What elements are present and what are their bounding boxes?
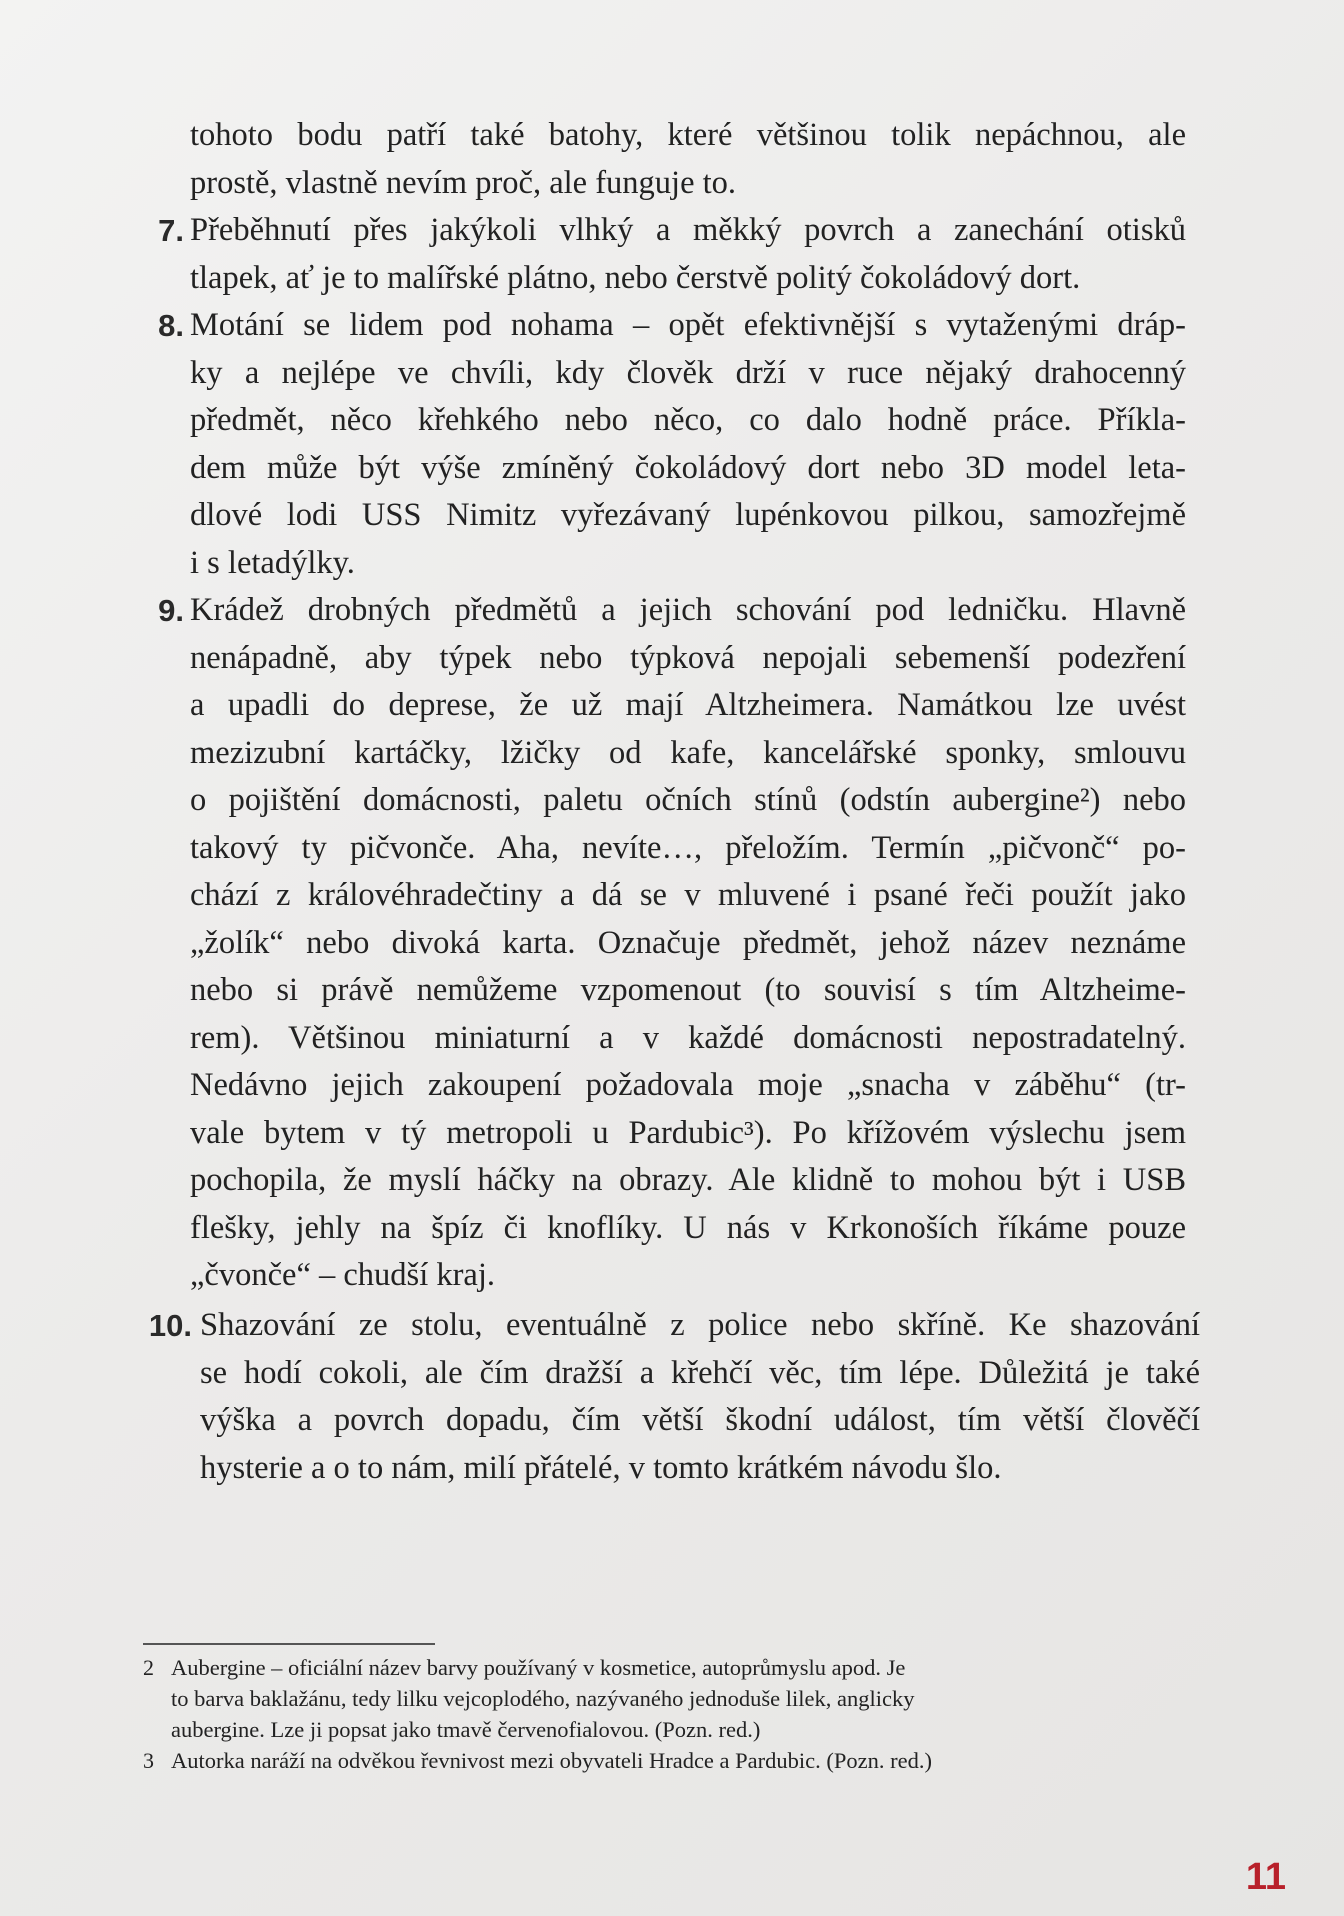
- list-number: 8.: [158, 308, 184, 343]
- footnotes: [143, 1652, 1183, 1776]
- text-line: rem). Většinou miniaturní a v každé domácnosti nepostradatelný.: [190, 1019, 1186, 1056]
- footnote-line: Aubergine – oficiální název barvy používaný v kosmetice, autoprůmyslu apod. Je: [171, 1655, 906, 1680]
- text-line: i s letadýlky.: [190, 544, 355, 581]
- text-line: nenápadně, aby týpek nebo týpková nepojali sebemenší podezření: [190, 639, 1186, 676]
- text-line: mezizubní kartáčky, lžičky od kafe, kancelářské sponky, smlouvu: [190, 734, 1186, 771]
- text-line: Krádež drobných předmětů a jejich schování pod ledničku. Hlavně: [190, 592, 1186, 628]
- text-line: Motání se lidem pod nohama – opět efektivnější s vytaženými dráp-: [190, 307, 1186, 343]
- footnote-3: [143, 1745, 1183, 1776]
- text-line: o pojištění domácnosti, paletu očních stínů (odstín aubergine²) nebo: [190, 782, 1186, 818]
- text-line: pochopila, že myslí háčky na obrazy. Ale klidně to mohou být i USB: [190, 1162, 1186, 1198]
- list-item-text: [200, 1302, 1200, 1492]
- text-line: flešky, jehly na špíz či knoflíky. U nás v Krkonoších říkáme pouze: [190, 1209, 1186, 1246]
- text-line: Přeběhnutí přes jakýkoli vlhký a měkký povrch a zanechání otisků: [190, 212, 1186, 248]
- text-line: hysterie a o to nám, milí přátelé, v tomto krátkém návodu šlo.: [200, 1449, 1002, 1486]
- list-item-text: [190, 302, 1186, 587]
- text-line: nebo si právě nemůžeme vzpomenout (to souvisí s tím Altzheime-: [190, 972, 1186, 1008]
- footnote-number: 3: [143, 1748, 154, 1773]
- text-line: dlové lodi USS Nimitz vyřezávaný lupénkovou pilkou, samozřejmě: [190, 497, 1186, 533]
- text-line: tohoto bodu patří také batohy, které většinou tolik nepáchnou, ale: [190, 117, 1186, 153]
- text-line: tlapek, ať je to malířské plátno, nebo čerstvě politý čokoládový dort.: [190, 259, 1081, 296]
- text-line: „čvonče“ – chudší kraj.: [190, 1257, 496, 1293]
- text-line: takový ty pičvonče. Aha, nevíte…, přeložím. Termín „pičvonč“ po-: [190, 829, 1186, 866]
- text-line: se hodí cokoli, ale čím dražší a křehčí věc, tím lépe. Důležitá je také: [200, 1354, 1200, 1391]
- footnote-line: to barva baklažánu, tedy lilku vejcoplodého, nazývaného jednoduše lilek, anglicky: [171, 1686, 915, 1711]
- footnote-2: [143, 1652, 1183, 1745]
- intro-paragraph: [190, 112, 1186, 207]
- text-line: Nedávno jejich zakoupení požadovala moje „snacha v záběhu“ (tr-: [190, 1067, 1186, 1103]
- footnote-divider: [143, 1643, 435, 1645]
- text-line: prostě, vlastně nevím proč, ale funguje to.: [190, 164, 737, 201]
- footnote-number: 2: [143, 1655, 154, 1680]
- text-line: Shazování ze stolu, eventuálně z police nebo skříně. Ke shazování: [200, 1307, 1200, 1343]
- text-line: „žolík“ nebo divoká karta. Označuje předmět, jehož název neznáme: [190, 924, 1186, 961]
- list-number: 9.: [158, 593, 184, 628]
- text-line: ky a nejlépe ve chvíli, kdy člověk drží v ruce nějaký drahocenný: [190, 354, 1186, 391]
- footnote-line: aubergine. Lze ji popsat jako tmavě červenofialovou. (Pozn. red.): [171, 1717, 761, 1742]
- list-item-text: [190, 587, 1186, 1300]
- text-line: a upadli do deprese, že už mají Altzheimera. Namátkou lze uvést: [190, 687, 1186, 723]
- text-line: předmět, něco křehkého nebo něco, co dalo hodně práce. Příkla-: [190, 402, 1186, 438]
- page-number: 11: [1245, 1856, 1286, 1898]
- text-line: výška a povrch dopadu, čím větší škodní událost, tím větší člověčí: [200, 1402, 1200, 1438]
- text-line: dem může být výše zmíněný čokoládový dort nebo 3D model leta-: [190, 449, 1186, 486]
- footnote-line: Autorka naráží na odvěkou řevnivost mezi obyvateli Hradce a Pardubic. (Pozn. red.): [171, 1748, 932, 1773]
- list-number: 10.: [148, 1308, 192, 1343]
- list-number: 7.: [158, 213, 184, 248]
- list-item-text: [190, 207, 1186, 302]
- text-line: vale bytem v tý metropoli u Pardubic³). Po křížovém výslechu jsem: [190, 1114, 1186, 1151]
- text-line: chází z královéhradečtiny a dá se v mluvené i psané řeči použít jako: [190, 877, 1186, 913]
